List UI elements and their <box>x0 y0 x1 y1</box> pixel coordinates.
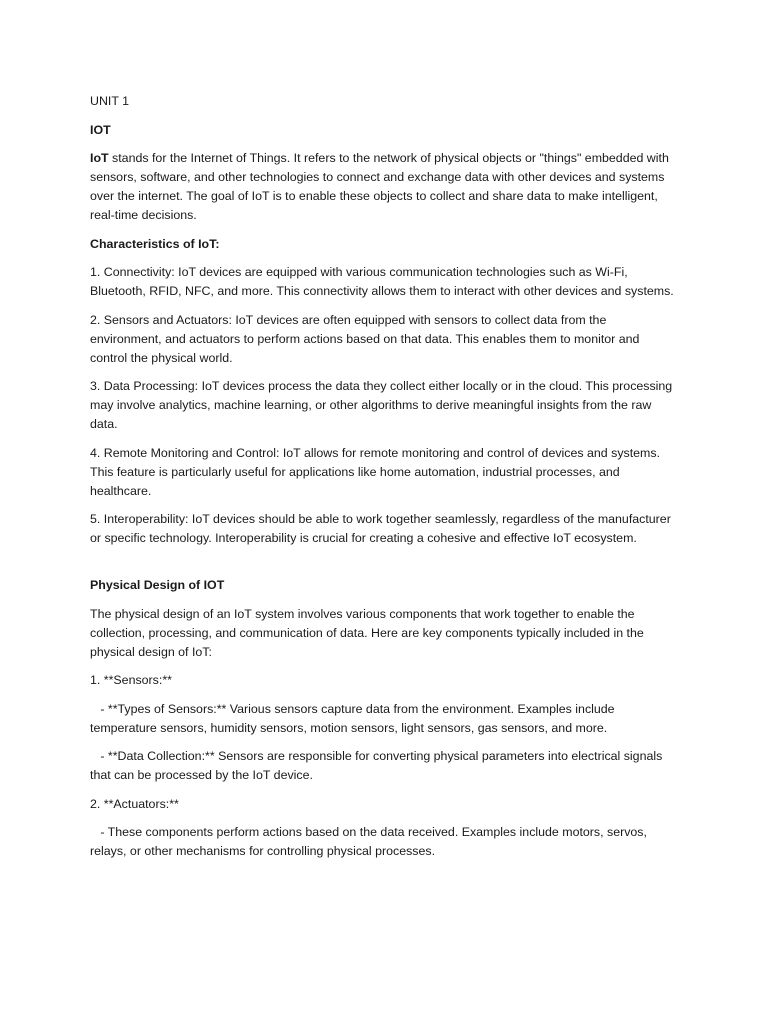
sensors-collection: - **Data Collection:** Sensors are responsible for converting physical parameters into electrical signals that can be processed by the IoT device. <box>90 749 666 782</box>
page-title: IOT <box>90 122 111 137</box>
unit-label: UNIT 1 <box>90 94 130 108</box>
characteristic-item: 2. Sensors and Actuators: IoT devices are often equipped with sensors to collect data from the environment, and actuators to perform actions based on that data. This enables them to monitor and control the physical world. <box>90 312 640 365</box>
intro-term: IoT <box>90 151 109 165</box>
characteristic-item: 4. Remote Monitoring and Control: IoT allows for remote monitoring and control of devices and systems. This feature is particularly useful for applications like home automation, industrial processes, and healthcare. <box>90 445 661 498</box>
characteristic-item: 1. Connectivity: IoT devices are equipped with various communication technologies such as Wi-Fi, Bluetooth, RFID, NFC, and more. This connectivity allows them to interact with other devices and systems. <box>90 265 674 298</box>
actuators-heading: 2. **Actuators:** <box>90 796 179 811</box>
intro-text: stands for the Internet of Things. It refers to the network of physical objects or "things" embedded with sensors, software, and other technologies to connect and exchange data with other devices and systems over the internet. The goal of IoT is to enable these objects to collect and share data to make intelligent, real-time decisions. <box>90 151 669 222</box>
physical-design-intro: The physical design of an IoT system involves various components that work together to enable the collection, processing, and communication of data. Here are key components typically included in the physical design of IoT: <box>90 606 644 659</box>
sensors-heading: 1. **Sensors:** <box>90 673 172 687</box>
characteristics-heading: Characteristics of IoT: <box>90 236 220 251</box>
intro-paragraph <box>90 149 680 225</box>
document-page <box>90 92 680 871</box>
sensors-types: - **Types of Sensors:** Various sensors capture data from the environment. Examples include temperature sensors, humidity sensors, motion sensors, light sensors, gas sensors, and more. <box>90 701 619 735</box>
physical-design-heading: Physical Design of IOT <box>90 578 225 592</box>
characteristic-item: 5. Interoperability: IoT devices should be able to work together seamlessly, regardless of the manufacturer or specific technology. Interoperability is crucial for creating a cohesive and effective IoT ecosystem. <box>90 512 671 545</box>
actuators-text: - These components perform actions based on the data received. Examples include motors, servos, relays, or other mechanisms for controlling physical processes. <box>90 825 651 858</box>
characteristic-item: 3. Data Processing: IoT devices process the data they collect either locally or in the cloud. This processing may involve analytics, machine learning, or other algorithms to derive meaningful insights from the raw data. <box>90 379 673 431</box>
